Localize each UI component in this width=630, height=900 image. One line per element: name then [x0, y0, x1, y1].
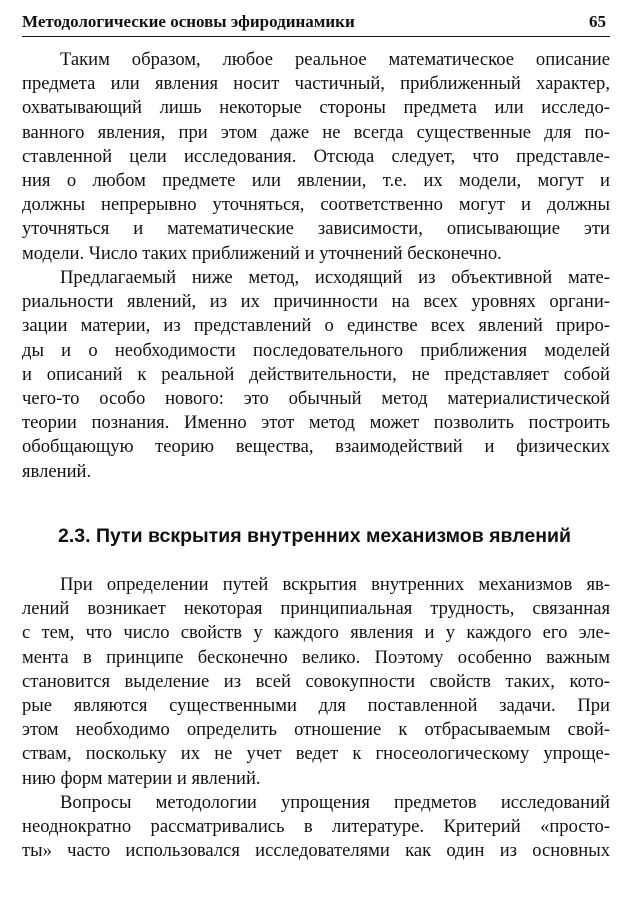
text-line: мента в принципе бесконечно велико. Поэтому особенно важным: [22, 646, 610, 668]
text-line: обобщающую теорию вещества, взаимодействий и физических: [22, 436, 610, 458]
text-line: рые являются существенными для поставленной задачи. При: [22, 694, 610, 716]
text-line: Предлагаемый ниже метод, исходящий из объективной мате-: [60, 267, 610, 288]
text-line: и описаний к реальной действительности, не представляет собой: [22, 363, 610, 385]
text-line: ния о любом предмете или явлении, т.е. их модели, могут и: [22, 169, 610, 191]
text-line: риальности явлений, из их причинности на всех уровнях органи-: [22, 291, 610, 313]
paragraph-1: [22, 48, 610, 266]
text-line: ванного явления, при этом даже не всегда существенные для по-: [22, 121, 610, 143]
running-header: [22, 10, 610, 37]
text-line: зации материи, из представлений о единстве всех явлений приро-: [22, 315, 610, 337]
text-line: ставленной цели исследования. Отсюда следует, что представле-: [22, 145, 610, 167]
text-line: лений возникает некоторая принципиальная трудность, связанная: [22, 598, 610, 620]
page-number: 65: [589, 12, 606, 31]
text-line: с тем, что число свойств у каждого явления и у каждого его эле-: [22, 622, 610, 644]
text-line: теории познания. Именно этот метод может позволить построить: [22, 412, 610, 434]
section-heading: 2.3. Пути вскрытия внутренних механизмов явлений: [58, 525, 571, 547]
text-line: Вопросы методологии упрощения предметов исследований: [60, 792, 610, 813]
paragraph-3: [22, 573, 610, 791]
running-title: Методологические основы эфиродинамики: [22, 12, 355, 31]
text-line: модели. Число таких приближений и уточнений бесконечно.: [22, 242, 502, 264]
text-line: Таким образом, любое реальное математическое описание: [60, 49, 610, 70]
text-line: ты» часто использовался исследователями как один из основных: [22, 840, 610, 862]
text-line: явлений.: [22, 460, 92, 482]
paragraph-2: [22, 266, 610, 484]
text-line: ды и о необходимости последовательного приближения моделей: [22, 339, 610, 361]
text-line: становится выделение из всей совокупности свойств таких, кото-: [22, 670, 610, 692]
text-line: ствам, поскольку их не учет ведет к гносеологическому упроще-: [22, 743, 610, 765]
text-line: нию форм материи и явлений.: [22, 767, 261, 789]
text-line: охватывающий лишь некоторые стороны предмета или исследо-: [22, 97, 610, 119]
text-line: неоднократно рассматривались в литературе. Критерий «просто-: [22, 816, 610, 838]
text-line: При определении путей вскрытия внутренних механизмов яв-: [60, 574, 610, 595]
text-line: предмета или явления носит частичный, приближенный характер,: [22, 73, 610, 95]
paragraph-4: [22, 791, 610, 864]
text-line: уточняться и математические зависимости, описывающие эти: [22, 218, 610, 240]
text-line: чего-то особо нового: это обычный метод материалистической: [22, 387, 610, 409]
text-line: должны непрерывно уточняться, соответственно могут и должны: [22, 194, 610, 216]
text-line: этом необходимо определить отношение к отбрасываемым свой-: [22, 719, 610, 741]
